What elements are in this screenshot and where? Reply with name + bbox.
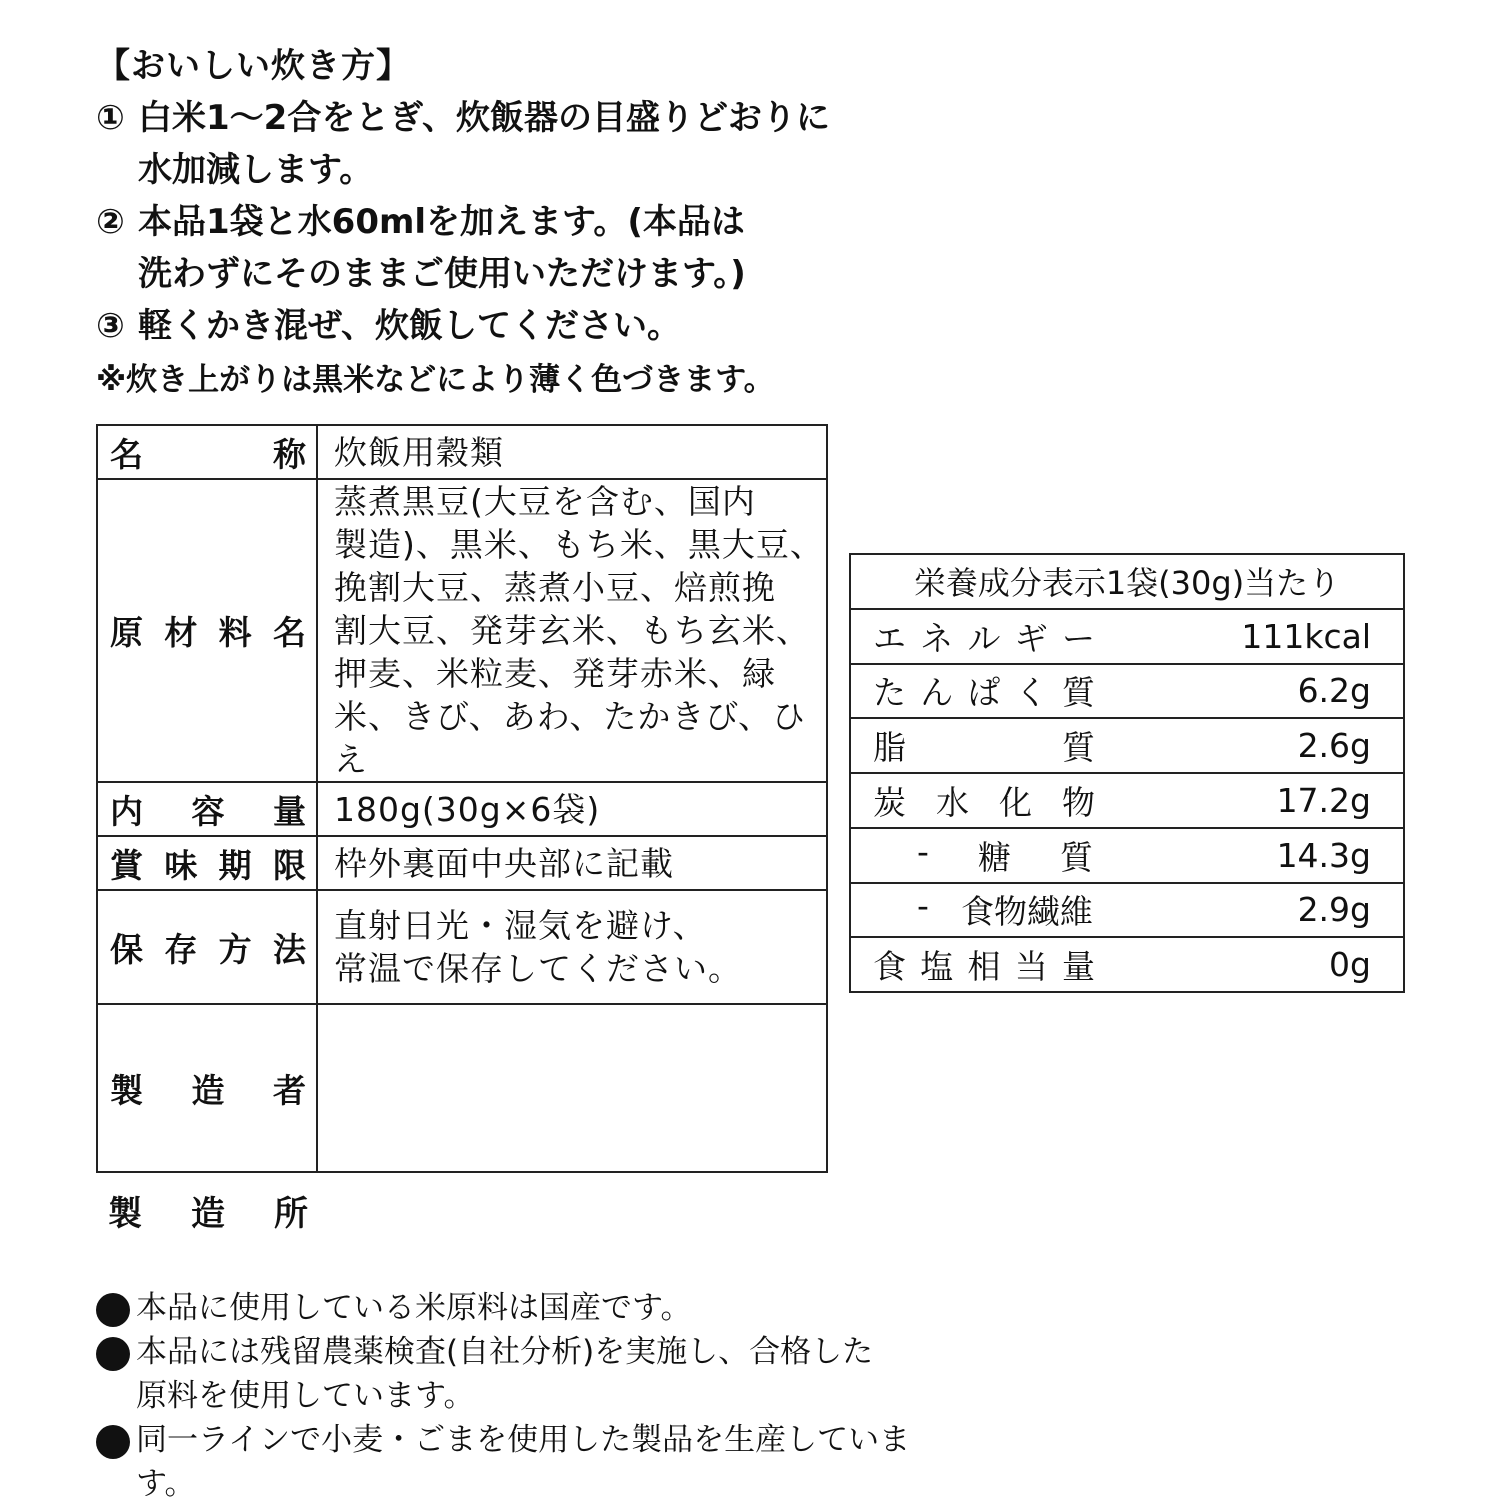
key-char: - xyxy=(917,831,929,871)
value-line: 180g(30g×6袋) xyxy=(334,789,601,829)
spec-key xyxy=(97,836,317,890)
spec-key xyxy=(97,479,317,782)
value-line: 常温で保存してください。 xyxy=(334,949,742,988)
note-line: 本品には残留農薬検査(自社分析)を実施し、合格した xyxy=(136,1334,874,1370)
key-char: 容 xyxy=(191,791,225,831)
key-char: - xyxy=(917,886,929,926)
key-char: 料 xyxy=(218,613,252,652)
spec-value xyxy=(317,425,827,479)
key-char: ー xyxy=(1062,618,1095,658)
note-line: 本品に使用している米原料は国産です。 xyxy=(136,1290,692,1326)
key-char: 量 xyxy=(273,791,306,831)
step-line: 洗わずにそのままご使用いただけます。) xyxy=(138,254,746,294)
step-number: ② xyxy=(96,202,125,242)
nutrient-value: 2.6g xyxy=(1127,718,1404,773)
spec-key xyxy=(97,782,317,836)
key-char: 量 xyxy=(1062,947,1095,987)
key-char: 化 xyxy=(999,782,1032,822)
key-char: 造 xyxy=(191,1070,225,1110)
spec-key xyxy=(97,1004,317,1172)
instructions-note: ※炊き上がりは黒米などにより薄く色づきます。 xyxy=(96,362,775,398)
spec-value xyxy=(317,890,827,1004)
note-item xyxy=(96,1330,916,1418)
nutrition-row-fiber xyxy=(850,883,1404,938)
note-line: 同一ラインで小麦・ごまを使用した製品を生産しています。 xyxy=(136,1422,911,1502)
factory-label xyxy=(108,1186,308,1235)
key-char: 質 xyxy=(1059,837,1093,877)
spec-row-storage xyxy=(97,890,827,1004)
nutrient-value: 14.3g xyxy=(1127,828,1404,883)
spec-row-best-before xyxy=(97,836,827,890)
key-char: 糖 xyxy=(977,837,1011,877)
value-line: 蒸煮黒豆(大豆を含む、国内 xyxy=(334,482,756,521)
nutrient-name xyxy=(850,937,1127,992)
nutrient-name xyxy=(850,773,1127,828)
spec-value xyxy=(317,1004,827,1172)
instruction-step-1 xyxy=(96,92,856,196)
note-line: 原料を使用しています。 xyxy=(136,1378,475,1414)
step-line: 本品1袋と水60mlを加えます。(本品は xyxy=(138,202,745,242)
key-char: 期 xyxy=(218,845,252,885)
spec-value xyxy=(317,836,827,890)
spec-row-ingredients xyxy=(97,479,827,782)
spec-key xyxy=(97,890,317,1004)
key-char: 存 xyxy=(164,929,198,969)
step-line: 水加減します。 xyxy=(138,150,374,190)
value-line: 炊飯用穀類 xyxy=(334,432,504,472)
key-char: 者 xyxy=(273,1070,306,1110)
nutrient-name xyxy=(850,664,1127,719)
key-char: 所 xyxy=(274,1194,308,1234)
key-char: 相 xyxy=(967,947,1001,987)
value-line: 押麦、米粒麦、発芽赤米、緑 xyxy=(334,654,776,693)
key-char: 保 xyxy=(110,929,143,969)
spec-value xyxy=(317,479,827,782)
key-char: 食物繊維 xyxy=(961,892,1093,932)
key-char: 方 xyxy=(218,929,252,969)
instructions-title: 【おいしい炊き方】 xyxy=(96,46,411,86)
nutrition-row-fat xyxy=(850,718,1404,773)
nutrient-name xyxy=(850,718,1127,773)
product-spec-table xyxy=(96,424,828,1173)
key-char: 原 xyxy=(110,613,143,652)
key-char: 物 xyxy=(1062,782,1095,822)
key-char: 造 xyxy=(191,1194,225,1234)
key-char: 材 xyxy=(164,613,198,652)
nutrition-header-row xyxy=(850,554,1404,609)
spec-row-contents xyxy=(97,782,827,836)
key-char: 称 xyxy=(273,434,306,474)
key-char: 水 xyxy=(936,782,969,822)
key-char: 質 xyxy=(1062,673,1095,713)
step-number: ① xyxy=(96,98,125,138)
key-char: 限 xyxy=(272,845,306,885)
key-char: 味 xyxy=(164,845,198,885)
key-char: ル xyxy=(967,618,1001,658)
key-char: ぱ xyxy=(967,673,1001,713)
value-line: 枠外裏面中央部に記載 xyxy=(334,843,674,883)
bullet-dot-icon xyxy=(96,1293,130,1327)
key-char: 名 xyxy=(110,434,143,474)
key-char: た xyxy=(873,673,906,713)
nutrition-row-carbohydrate xyxy=(850,773,1404,828)
value-line: 割大豆、発芽玄米、もち玄米、 xyxy=(334,611,810,650)
key-char: ギ xyxy=(1014,618,1048,658)
key-char: 脂 xyxy=(873,728,906,768)
spec-row-name xyxy=(97,425,827,479)
cooking-instructions xyxy=(96,40,856,406)
nutrition-facts-table xyxy=(849,553,1405,993)
nutrient-value: 17.2g xyxy=(1127,773,1404,828)
spec-value xyxy=(317,782,827,836)
key-char: 質 xyxy=(1062,728,1095,768)
nutrient-name xyxy=(850,883,1127,938)
spec-key xyxy=(97,425,317,479)
value-line: 挽割大豆、蒸煮小豆、焙煎挽 xyxy=(334,568,776,607)
bullet-dot-icon xyxy=(96,1337,130,1371)
nutrition-row-salt xyxy=(850,937,1404,992)
bullet-dot-icon xyxy=(96,1425,130,1459)
step-line: 白米1〜2合をとぎ、炊飯器の目盛りどおりに xyxy=(138,98,830,138)
nutrition-row-energy xyxy=(850,609,1404,664)
nutrition-row-sugar xyxy=(850,828,1404,883)
note-item xyxy=(96,1418,916,1506)
instruction-step-3 xyxy=(96,300,856,352)
value-line: 直射日光・湿気を避け、 xyxy=(334,906,707,945)
key-char: 炭 xyxy=(873,782,906,822)
value-line: 米、きび、あわ、たかきび、ひえ xyxy=(334,697,807,779)
key-char: 塩 xyxy=(920,947,954,987)
key-char: 賞 xyxy=(110,845,143,885)
nutrient-value: 0g xyxy=(1127,937,1404,992)
nutrient-value: 2.9g xyxy=(1127,883,1404,938)
step-number: ③ xyxy=(96,306,125,346)
key-char: エ xyxy=(873,618,906,658)
product-notes xyxy=(96,1286,916,1506)
key-char: ネ xyxy=(920,618,954,658)
key-char: 製 xyxy=(108,1194,142,1234)
key-char: 製 xyxy=(110,1070,143,1110)
nutrition-header: 栄養成分表示1袋(30g)当たり xyxy=(850,554,1404,609)
note-item xyxy=(96,1286,916,1330)
key-char: 内 xyxy=(110,791,143,831)
key-char: く xyxy=(1014,673,1048,713)
key-char: 当 xyxy=(1014,947,1048,987)
spec-row-manufacturer xyxy=(97,1004,827,1172)
nutrient-name xyxy=(850,609,1127,664)
key-char: ん xyxy=(920,673,954,713)
key-char: 名 xyxy=(272,613,306,652)
key-char: 食 xyxy=(873,947,906,987)
nutrient-name xyxy=(850,828,1127,883)
key-char: 法 xyxy=(272,929,306,969)
nutrient-value: 6.2g xyxy=(1127,664,1404,719)
value-line: 製造)、黒米、もち米、黒大豆、 xyxy=(334,525,824,564)
nutrition-row-protein xyxy=(850,664,1404,719)
nutrient-value: 111kcal xyxy=(1127,609,1404,664)
instruction-step-2 xyxy=(96,196,856,300)
step-line: 軽くかき混ぜ、炊飯してください。 xyxy=(138,306,681,346)
